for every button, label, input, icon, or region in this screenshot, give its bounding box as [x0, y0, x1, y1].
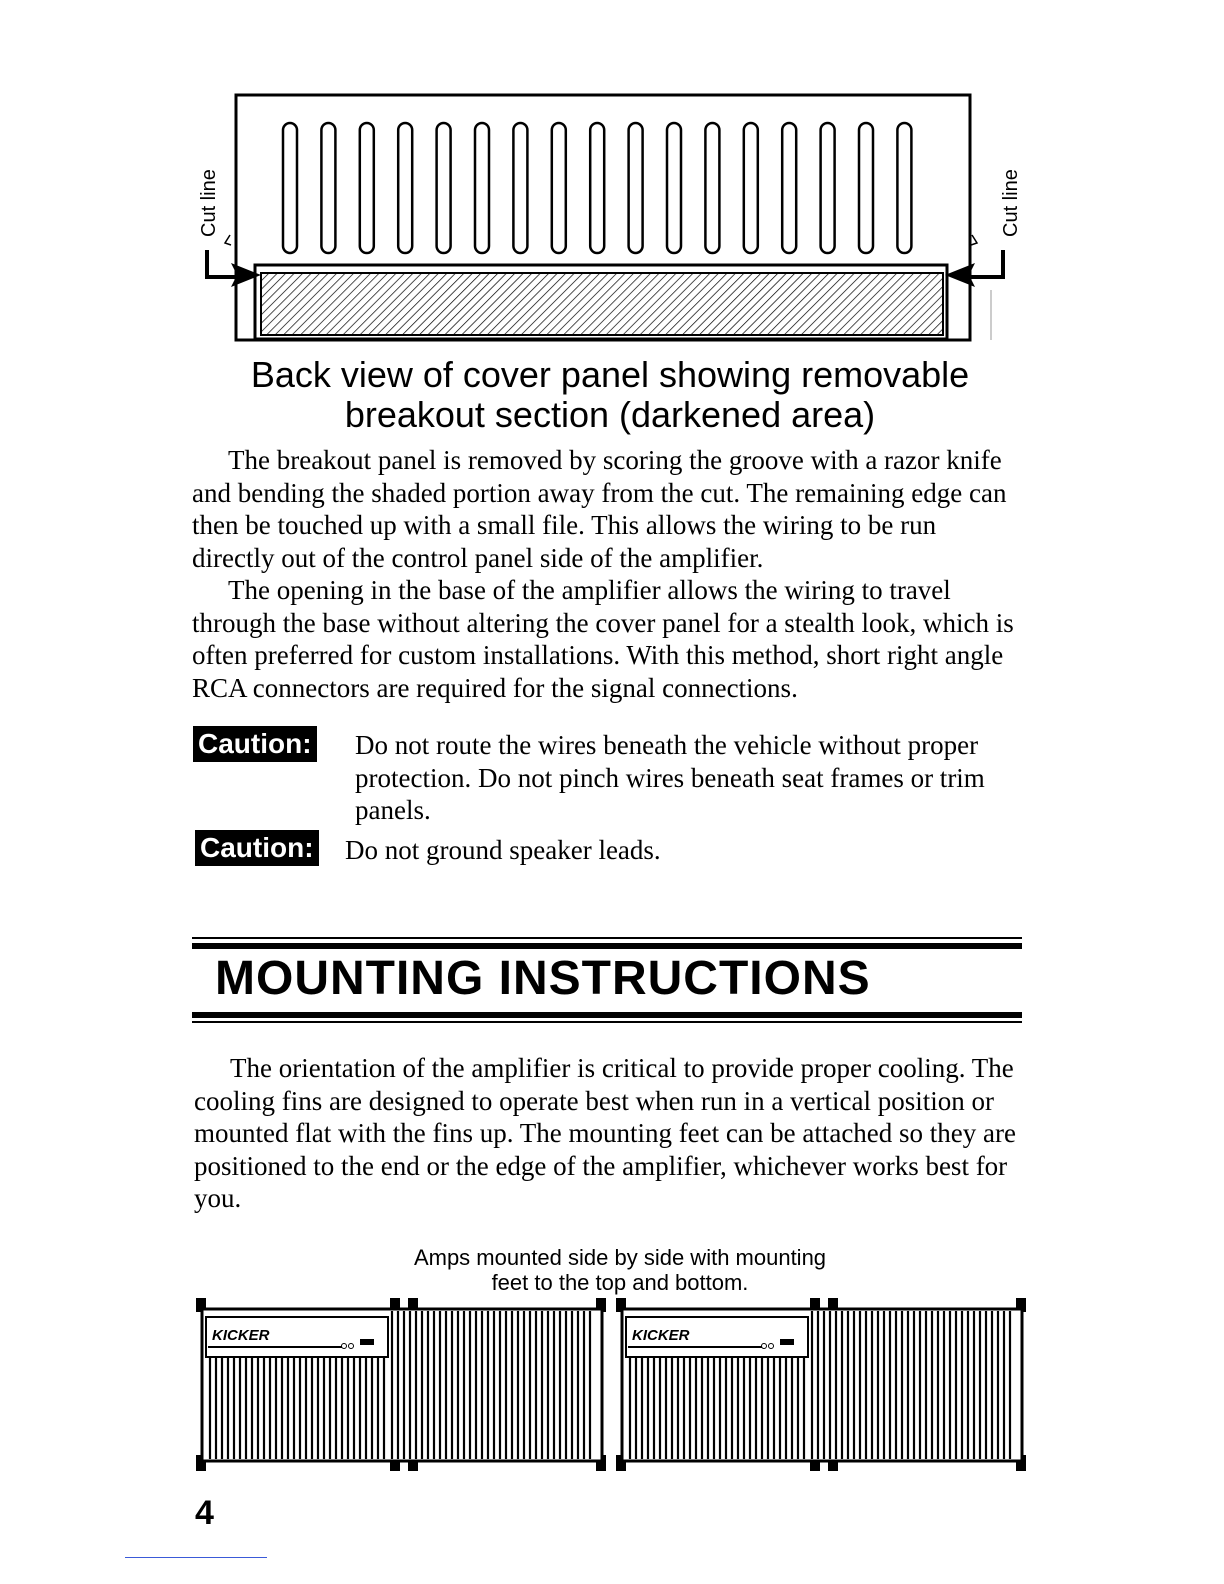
cut-line-left-label: Cut line — [198, 169, 220, 237]
section-title: MOUNTING INSTRUCTIONS — [215, 952, 871, 1005]
caution-text: Do not route the wires beneath the vehicle without proper protection. Do not pinch wires beneath seat frames or trim panels. — [355, 730, 985, 825]
vent-slot — [821, 123, 835, 253]
section-body — [194, 1052, 1024, 1215]
amplifier-left — [196, 1298, 606, 1471]
vent-slot — [782, 123, 796, 253]
figure-caption: Back view of cover panel showing removable breakout section (darkened area) — [250, 354, 970, 435]
vent-slot — [475, 123, 489, 253]
vent-slot — [552, 123, 566, 253]
vent-slot — [437, 123, 451, 253]
paragraph: The orientation of the amplifier is critical to provide proper cooling. The cooling fins are designed to operate best when run in a vertical position or mounted flat with the fins up. The mounting feet can be attached so they are positioned to the end or the edge of the amplifier, whichever works best for you. — [194, 1053, 1016, 1213]
vent-slot — [360, 123, 374, 253]
vent-slot — [283, 123, 297, 253]
paragraph: The breakout panel is removed by scoring the groove with a razor knife and bending the shaded portion away from the cut. The remaining edge can then be touched up with a small file. This allows the wiring to be run directly out of the control panel side of the amplifier. — [192, 445, 1007, 573]
vent-slot — [590, 123, 604, 253]
heading-rule-top — [192, 937, 1022, 939]
body-text — [192, 444, 1022, 704]
amps-diagram — [192, 1295, 1037, 1475]
brand-logo-right: KICKER — [632, 1327, 690, 1344]
vent-slot — [398, 123, 412, 253]
vent-slot — [667, 123, 681, 253]
cover-panel-diagram — [185, 85, 1035, 350]
vent-slot — [705, 123, 719, 253]
vent-slot — [629, 123, 643, 253]
cut-line-right-label: Cut line — [1000, 169, 1022, 237]
caution-text: Do not ground speaker leads. — [345, 835, 661, 865]
vent-slot — [859, 123, 873, 253]
heading-rule-bottom — [192, 1021, 1022, 1023]
paragraph: The opening in the base of the amplifier allows the wiring to travel through the base without altering the cover panel for a stealth look, which is often preferred for custom installations. With this method, short right angle RCA connectors are required for the signal connections. — [192, 575, 1014, 703]
heading-rule-top-thick — [192, 943, 1022, 949]
page-number: 4 — [195, 1494, 214, 1532]
caution-badge: Caution: — [193, 726, 317, 762]
footer-rule — [125, 1557, 267, 1558]
vent-slot — [321, 123, 335, 253]
amps-figure-caption: Amps mounted side by side with mounting feet to the top and bottom. — [413, 1245, 827, 1295]
vent-slot — [897, 123, 911, 253]
heading-rule-bottom-thick — [192, 1012, 1022, 1018]
vent-slot — [744, 123, 758, 253]
vent-slot — [513, 123, 527, 253]
amplifier-right — [616, 1298, 1026, 1471]
caution-badge: Caution: — [195, 830, 319, 866]
brand-logo-left: KICKER — [212, 1327, 270, 1344]
